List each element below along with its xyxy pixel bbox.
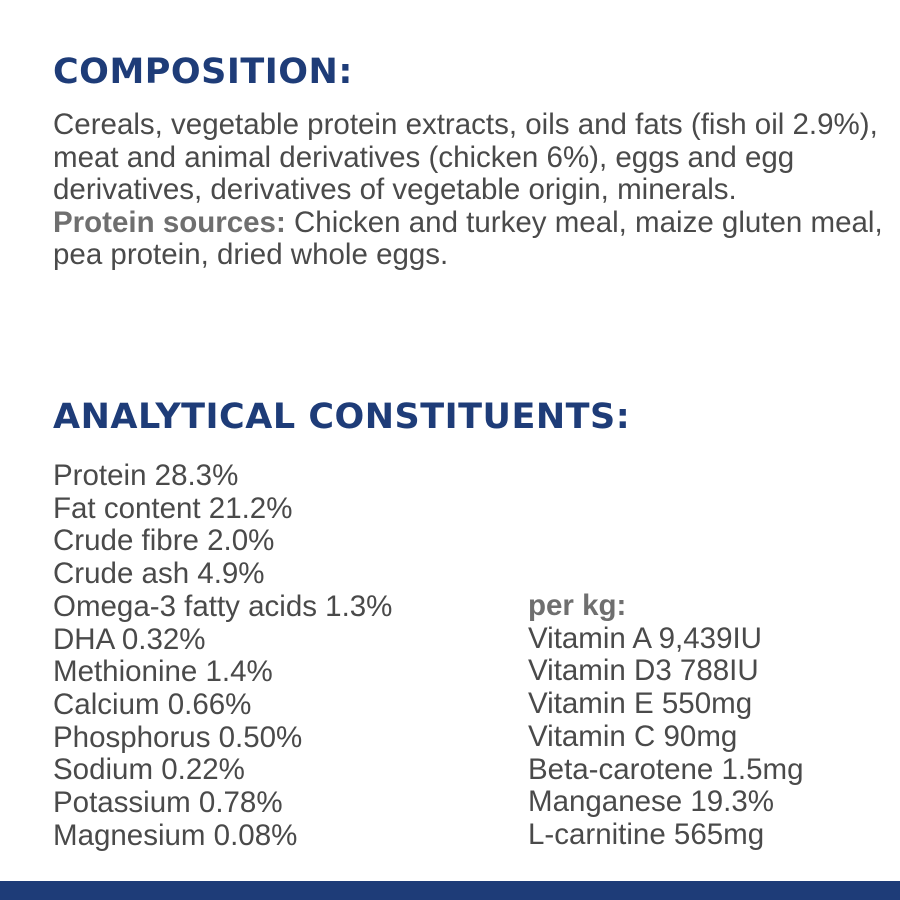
constituent-item: Crude fibre 2.0% bbox=[53, 524, 275, 558]
constituent-item: Protein 28.3% bbox=[53, 459, 239, 492]
constituents-list bbox=[53, 460, 392, 852]
per-kg-item: Manganese 19.3% bbox=[528, 785, 775, 819]
constituent-item: Phosphorus 0.50% bbox=[53, 720, 303, 754]
constituent-item: DHA 0.32% bbox=[53, 622, 206, 656]
constituent-item: Fat content 21.2% bbox=[53, 491, 293, 525]
per-kg-item: Vitamin C 90mg bbox=[528, 719, 738, 753]
per-kg-item: Vitamin E 550mg bbox=[528, 687, 753, 721]
constituent-item: Magnesium 0.08% bbox=[53, 818, 298, 852]
per-kg-block bbox=[528, 590, 804, 852]
composition-title: COMPOSITION: bbox=[53, 52, 353, 92]
per-kg-item: L-carnitine 565mg bbox=[528, 817, 765, 851]
constituent-item: Potassium 0.78% bbox=[53, 786, 283, 820]
protein-sources-label: Protein sources: bbox=[53, 205, 286, 239]
per-kg-heading: per kg: bbox=[528, 589, 627, 622]
constituent-item: Methionine 1.4% bbox=[53, 655, 273, 689]
per-kg-item: Vitamin D3 788IU bbox=[528, 654, 759, 688]
footer-bar bbox=[0, 881, 900, 900]
composition-text: Cereals, vegetable protein extracts, oils and fats (fish oil 2.9%), meat and animal derivatives (chicken 6%), eggs and egg derivatives, derivatives of vegetable origin, minerals. bbox=[53, 108, 878, 206]
constituent-item: Omega-3 fatty acids 1.3% bbox=[53, 589, 393, 623]
protein-sources-paragraph bbox=[53, 207, 883, 272]
composition-body bbox=[53, 109, 883, 272]
constituent-item: Crude ash 4.9% bbox=[53, 557, 265, 591]
constituent-item: Sodium 0.22% bbox=[53, 753, 245, 787]
analytical-constituents-title: ANALYTICAL CONSTITUENTS: bbox=[53, 397, 631, 437]
per-kg-item: Beta-carotene 1.5mg bbox=[528, 752, 804, 786]
protein-sources-text: Chicken and turkey meal, maize gluten meal, pea protein, dried whole eggs. bbox=[53, 205, 883, 271]
constituent-item: Calcium 0.66% bbox=[53, 687, 252, 721]
per-kg-item: Vitamin A 9,439IU bbox=[528, 621, 762, 655]
per-kg-list bbox=[528, 623, 804, 852]
